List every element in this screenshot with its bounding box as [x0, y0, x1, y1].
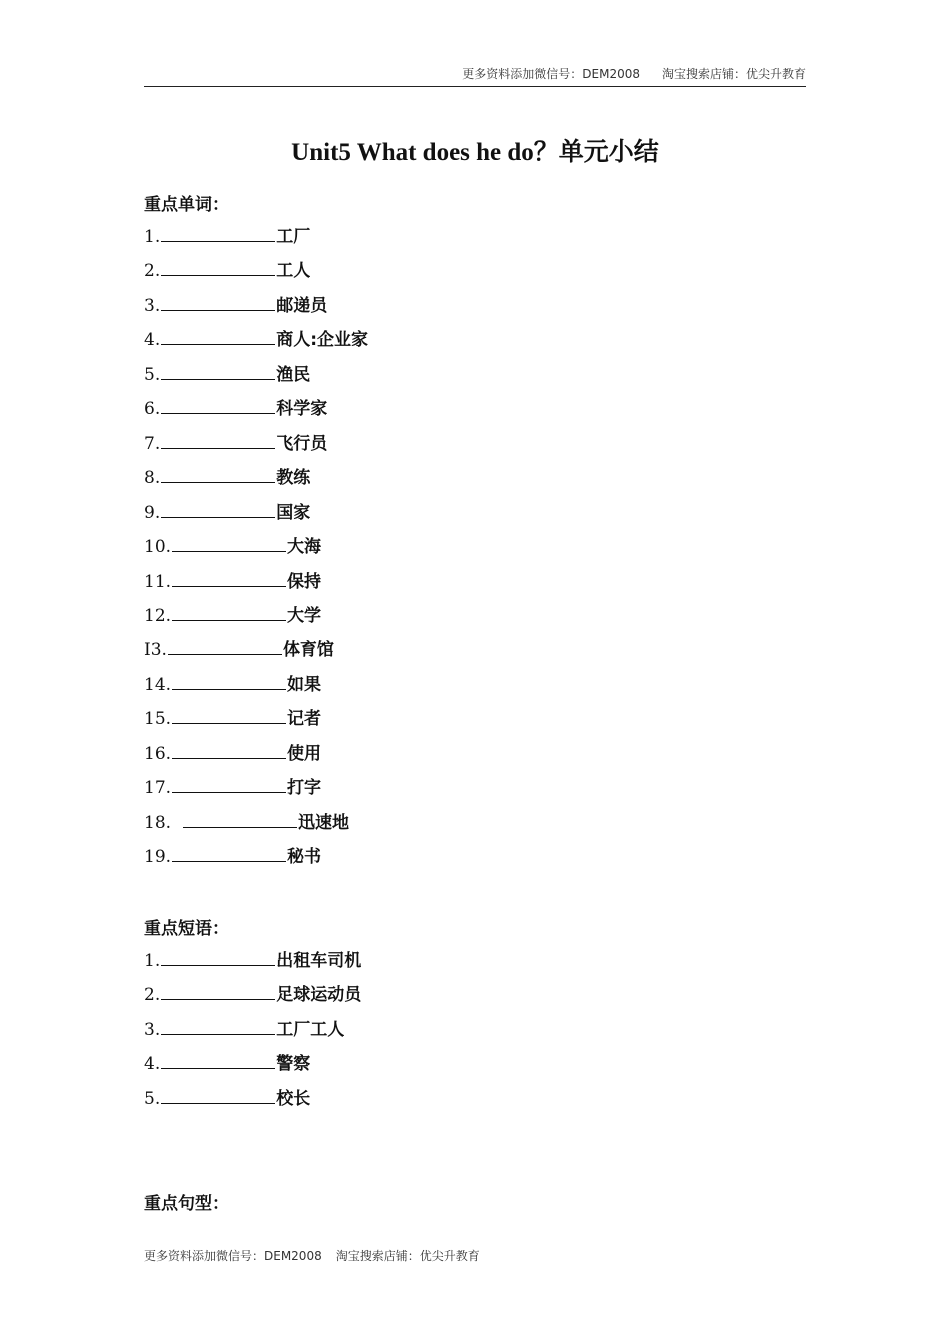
item-number: 10.: [144, 537, 172, 558]
item-meaning: 工人: [276, 261, 311, 282]
item-meaning: 警察: [276, 1054, 311, 1075]
fill-blank-item: [144, 1053, 310, 1074]
item-number: 1.: [144, 951, 161, 971]
fill-blank-item: [144, 708, 321, 729]
item-number: 12.: [144, 605, 172, 626]
answer-blank[interactable]: [161, 226, 275, 242]
item-number: 15.: [144, 709, 172, 730]
fill-blank-item: [144, 433, 327, 454]
fill-blank-item: [144, 846, 321, 867]
item-number: 11.: [144, 571, 172, 592]
fill-blank-item: [144, 398, 327, 419]
item-number: 2.: [144, 985, 161, 1006]
item-meaning: 教练: [276, 468, 311, 489]
item-meaning: 邮递员: [276, 295, 328, 316]
item-meaning: 商人:企业家: [276, 330, 369, 351]
item-meaning: 国家: [276, 502, 311, 523]
item-number: 1.: [144, 227, 161, 247]
item-meaning: 大海: [287, 537, 322, 558]
fill-blank-item: [144, 777, 321, 798]
item-meaning: 工厂: [276, 227, 311, 247]
answer-blank[interactable]: [168, 639, 282, 655]
fill-blank-item: [144, 226, 310, 247]
fill-blank-item: [144, 984, 361, 1005]
fill-blank-item: [144, 605, 321, 626]
header-taobao-text: 淘宝搜索店铺：优尖升教育: [661, 67, 806, 81]
answer-blank[interactable]: [172, 743, 286, 759]
fill-blank-item: [144, 364, 310, 385]
fill-blank-item: [144, 674, 321, 695]
fill-blank-item: [144, 639, 334, 660]
item-meaning: 使用: [287, 743, 322, 764]
answer-blank[interactable]: [161, 984, 275, 1000]
item-meaning: 渔民: [276, 364, 311, 385]
page-title: Unit5 What does he do？单元小结: [291, 139, 659, 166]
item-meaning: 工厂工人: [276, 1019, 345, 1040]
item-number: 4.: [144, 330, 161, 351]
sentences-section-label: 重点句型：: [144, 1194, 229, 1214]
item-meaning: 迅速地: [298, 812, 350, 833]
item-meaning: 打字: [287, 778, 322, 799]
answer-blank[interactable]: [161, 364, 275, 380]
item-meaning: 大学: [287, 605, 322, 626]
page-footer: [144, 1247, 480, 1264]
answer-blank[interactable]: [172, 846, 286, 862]
answer-blank[interactable]: [172, 571, 286, 587]
footer-wechat-text: 更多资料添加微信号：DEM2008: [144, 1249, 322, 1263]
item-number: 18.: [144, 812, 172, 833]
answer-blank[interactable]: [172, 708, 286, 724]
item-number: 14.: [144, 674, 172, 695]
item-number: 4.: [144, 1054, 161, 1075]
phrases-section-label: 重点短语：: [144, 919, 229, 939]
answer-blank[interactable]: [161, 467, 275, 483]
item-meaning: 体育馆: [282, 640, 334, 661]
fill-blank-item: [144, 536, 321, 557]
item-meaning: 记者: [287, 709, 322, 730]
item-number: 5.: [144, 1088, 161, 1109]
fill-blank-item: [144, 812, 349, 833]
answer-blank[interactable]: [161, 433, 275, 449]
words-section-label: 重点单词：: [144, 195, 229, 215]
fill-blank-item: [144, 502, 310, 523]
item-meaning: 校长: [276, 1088, 311, 1109]
page-header: [144, 64, 806, 87]
item-number: 5.: [144, 364, 161, 385]
item-meaning: 保持: [287, 571, 322, 592]
fill-blank-item: [144, 295, 327, 316]
header-wechat-text: 更多资料添加微信号：DEM2008: [462, 67, 640, 81]
item-number: 8.: [144, 468, 161, 489]
item-number: 9.: [144, 502, 161, 523]
fill-blank-item: [144, 467, 310, 488]
item-number: 7.: [144, 433, 161, 454]
answer-blank[interactable]: [161, 1053, 275, 1069]
item-number: 3.: [144, 295, 161, 316]
answer-blank[interactable]: [172, 777, 286, 793]
answer-blank[interactable]: [161, 295, 275, 311]
item-number: I3.: [144, 640, 167, 661]
fill-blank-item: [144, 743, 321, 764]
item-number: 19.: [144, 847, 172, 868]
item-number: 6.: [144, 399, 161, 420]
footer-taobao-text: 淘宝搜索店铺：优尖升教育: [335, 1249, 480, 1263]
answer-blank[interactable]: [183, 812, 297, 828]
answer-blank[interactable]: [161, 950, 275, 966]
answer-blank[interactable]: [161, 260, 275, 276]
fill-blank-item: [144, 950, 361, 971]
answer-blank[interactable]: [172, 536, 286, 552]
item-number: 3.: [144, 1019, 161, 1040]
answer-blank[interactable]: [172, 605, 286, 621]
item-meaning: 秘书: [287, 847, 322, 868]
fill-blank-item: [144, 571, 321, 592]
answer-blank[interactable]: [161, 329, 275, 345]
fill-blank-item: [144, 260, 310, 281]
answer-blank[interactable]: [161, 398, 275, 414]
fill-blank-item: [144, 1088, 310, 1109]
item-meaning: 科学家: [276, 399, 328, 420]
item-meaning: 足球运动员: [276, 985, 362, 1006]
answer-blank[interactable]: [172, 674, 286, 690]
item-number: 17.: [144, 778, 172, 799]
item-meaning: 飞行员: [276, 433, 328, 454]
item-meaning: 如果: [287, 674, 322, 695]
fill-blank-item: [144, 1019, 344, 1040]
answer-blank[interactable]: [161, 1019, 275, 1035]
answer-blank[interactable]: [161, 502, 275, 518]
item-meaning: 出租车司机: [276, 951, 362, 971]
item-number: 2.: [144, 261, 161, 282]
answer-blank[interactable]: [161, 1088, 275, 1104]
fill-blank-item: [144, 329, 368, 350]
item-number: 16.: [144, 743, 172, 764]
